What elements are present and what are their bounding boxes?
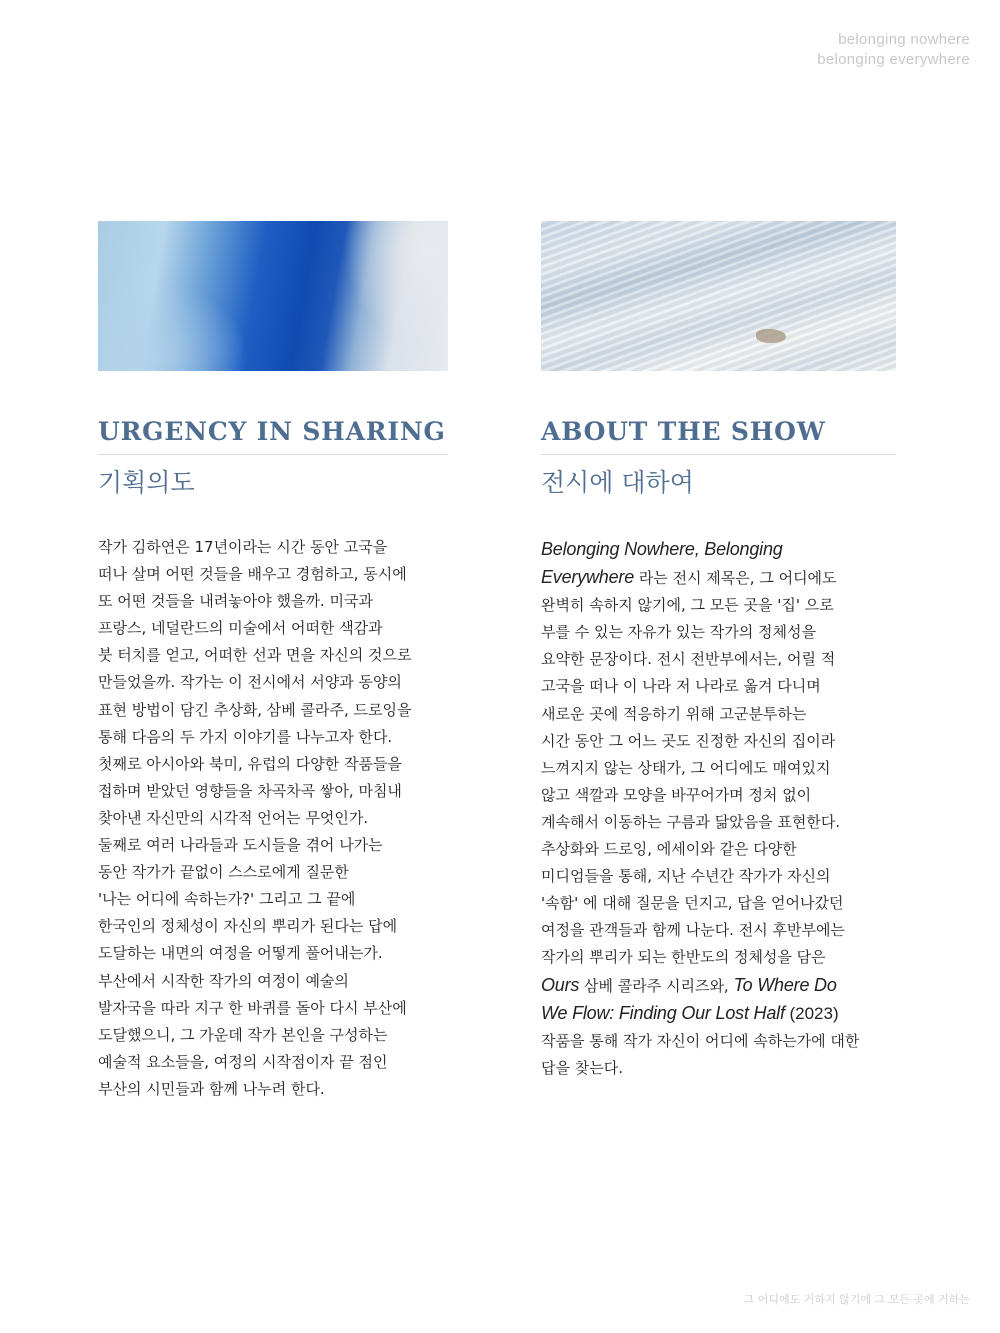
body-fragment: 삼베 콜라주 시리즈와,	[579, 976, 734, 995]
body-line: 느껴지지 않는 상태가, 그 어디에도 매여있지	[541, 758, 831, 777]
body-line: 통해 다음의 두 가지 이야기를 나누고자 한다.	[98, 727, 393, 746]
urgency-section	[98, 221, 448, 1103]
body-line	[541, 536, 896, 564]
body-fragment: 라는 전시 제목은, 그 어디에도	[634, 569, 837, 588]
section-body-text	[98, 534, 448, 1103]
body-line: 계속해서 이동하는 구름과 닮았음을 표현한다.	[541, 812, 841, 831]
body-line: 붓 터치를 얻고, 어떠한 선과 면을 자신의 것으로	[98, 646, 412, 665]
body-line: 발자국을 따라 지구 한 바퀴를 돌아 다시 부산에	[98, 998, 407, 1017]
body-line: 작품을 통해 작가 자신이 어디에 속하는가에 대한	[541, 1031, 860, 1050]
body-line: 만들었을까. 작가는 이 전시에서 서양과 동양의	[98, 673, 402, 692]
artwork-title-italic: We Flow: Finding Our Lost Half	[541, 1002, 785, 1023]
body-line: 도달하는 내면의 여정을 어떻게 풀어내는가.	[98, 944, 383, 963]
section-heading-korean: 전시에 대하여	[541, 468, 694, 497]
body-line: 답을 찾는다.	[541, 1058, 623, 1077]
section-body-text	[541, 536, 896, 1082]
painted-sky-image	[541, 221, 896, 371]
body-line: '속함' 에 대해 질문을 던지고, 답을 얻어나갔던	[541, 894, 844, 913]
body-line: 않고 색깔과 모양을 바꾸어가며 정처 없이	[541, 785, 812, 804]
body-line: 예술적 요소들을, 여정의 시작점이자 끝 점인	[98, 1052, 388, 1071]
body-line: 동안 작가가 끝없이 스스로에게 질문한	[98, 863, 349, 882]
body-line: 한국인의 정체성이 자신의 뿌리가 된다는 답에	[98, 917, 398, 936]
body-line: 완벽히 속하지 않기에, 그 모든 곳을 '집' 으로	[541, 596, 834, 615]
artwork-year: (2023)	[784, 1003, 839, 1023]
body-line: 부산에서 시작한 작가의 여정이 예술의	[98, 971, 349, 990]
body-line	[541, 972, 896, 1000]
body-line: 고국을 떠나 이 나라 저 나라로 옮겨 다니며	[541, 677, 821, 696]
body-line: 도달했으니, 그 가운데 작가 본인을 구성하는	[98, 1025, 388, 1044]
body-line: 찾아낸 자신만의 시각적 언어는 무엇인가.	[98, 808, 369, 827]
body-line: '나는 어디에 속하는가?' 그리고 그 끝에	[98, 890, 356, 909]
body-line: 접하며 받았던 영향들을 차곡차곡 쌓아, 마침내	[98, 781, 402, 800]
body-line: 작가 김하연은 17년이라는 시간 동안 고국을	[98, 538, 388, 556]
tagline-line-2: belonging everywhere	[817, 51, 970, 68]
body-line: 시간 동안 그 어느 곳도 진정한 자신의 집이라	[541, 731, 836, 750]
body-line	[541, 1000, 896, 1028]
blue-gradient-image	[98, 221, 448, 371]
series-title-italic: Ours	[541, 974, 580, 995]
footer-tagline: 그 어디에도 거하지 않기에 그 모든 곳에 거하는	[743, 1293, 970, 1306]
body-line: 부산의 시민들과 함께 나누려 한다.	[98, 1079, 325, 1098]
body-line: 요약한 문장이다. 전시 전반부에서는, 어릴 적	[541, 650, 836, 669]
body-line: 추상화와 드로잉, 에세이와 같은 다양한	[541, 840, 797, 859]
exhibition-title-italic: Belonging Nowhere, Belonging	[541, 539, 783, 559]
exhibition-title-italic: Everywhere	[541, 567, 635, 588]
body-line	[541, 564, 896, 592]
body-line: 둘째로 여러 나라들과 도시들을 겪어 나가는	[98, 836, 383, 855]
artwork-title-italic: To Where Do	[733, 974, 837, 995]
body-line: 떠나 살며 어떤 것들을 배우고 경험하고, 동시에	[98, 565, 407, 584]
section-heading-english: ABOUT THE SHOW	[541, 419, 896, 455]
section-heading-english: URGENCY IN SHARING	[98, 419, 448, 455]
body-line: 미디엄들을 통해, 지난 수년간 작가가 자신의	[541, 867, 831, 886]
body-line: 프랑스, 네덜란드의 미술에서 어떠한 색감과	[98, 619, 383, 638]
section-heading-korean: 기획의도	[98, 468, 195, 497]
body-line: 첫째로 아시아와 북미, 유럽의 다양한 작품들을	[98, 754, 402, 773]
body-line: 작가의 뿌리가 되는 한반도의 정체성을 담은	[541, 948, 826, 967]
body-line: 부를 수 있는 자유가 있는 작가의 정체성을	[541, 623, 816, 642]
body-line: 새로운 곳에 적응하기 위해 고군분투하는	[541, 704, 807, 723]
body-line: 또 어떤 것들을 내려놓아야 했을까. 미국과	[98, 592, 373, 611]
tagline-line-1: belonging nowhere	[838, 31, 970, 48]
body-line: 표현 방법이 담긴 추상화, 삼베 콜라주, 드로잉을	[98, 700, 412, 719]
header-tagline	[817, 30, 970, 70]
body-line: 여정을 관객들과 함께 나눈다. 전시 후반부에는	[541, 921, 845, 940]
about-section	[541, 221, 896, 1082]
